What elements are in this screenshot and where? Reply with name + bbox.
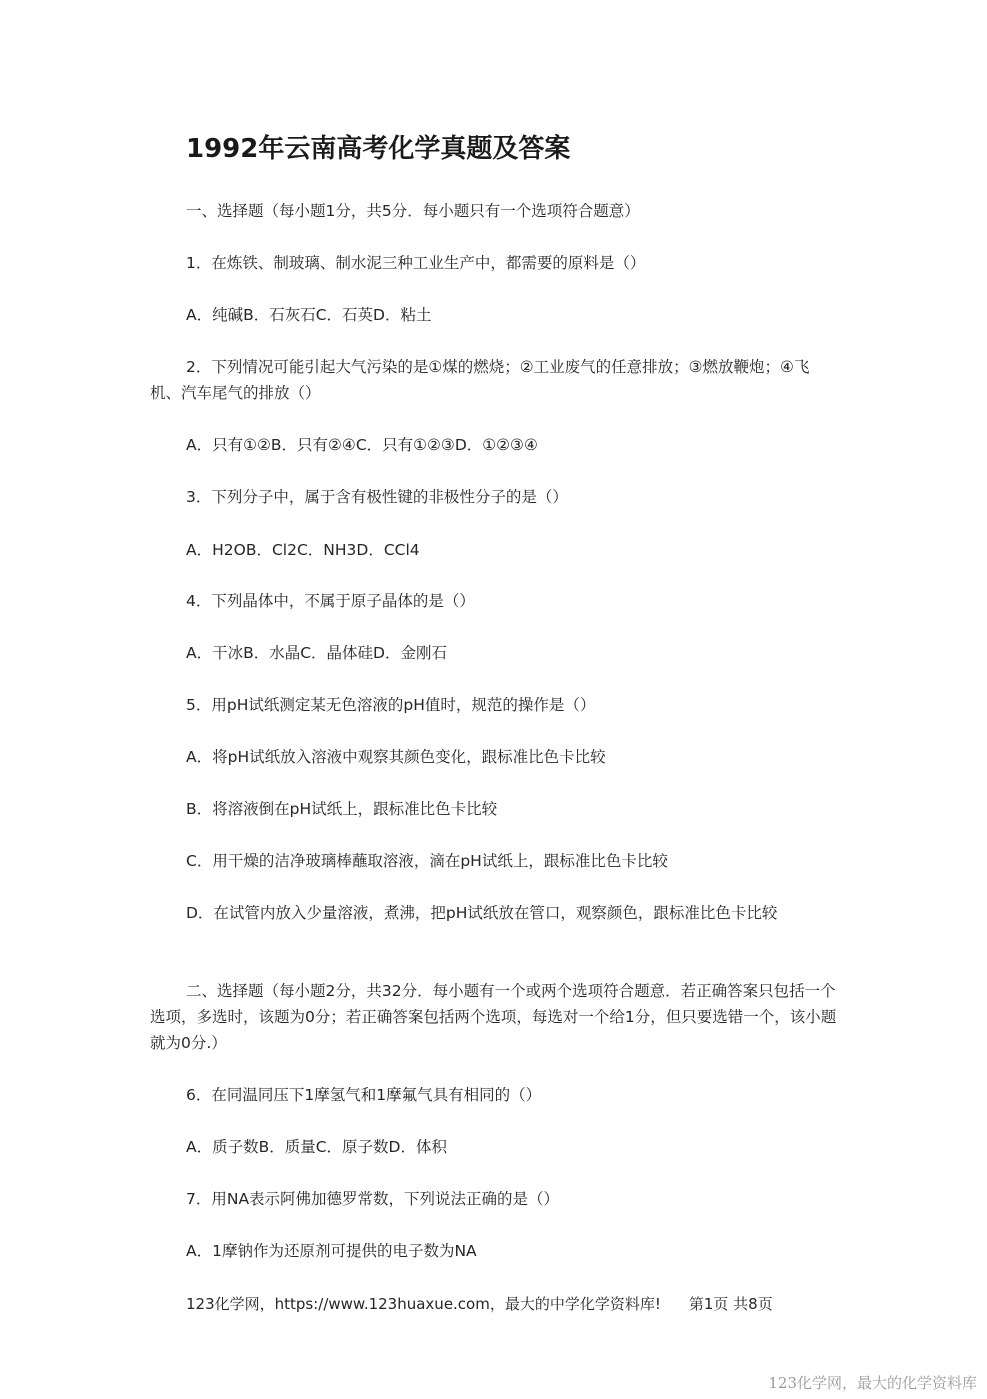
question-3: 3．下列分子中，属于含有极性键的非极性分子的是（） — [186, 488, 568, 506]
question-6-options: A．质子数B．质量C．原子数D．体积 — [186, 1138, 447, 1156]
page-footer — [186, 1293, 773, 1314]
question-2-options: A．只有①②B．只有②④C．只有①②③D．①②③④ — [186, 436, 538, 454]
question-7-option-a: A．1摩钠作为还原剂可提供的电子数为NA — [186, 1242, 477, 1260]
question-4: 4．下列晶体中，不属于原子晶体的是（） — [186, 592, 475, 610]
footer-page-number: 第1页 共8页 — [688, 1295, 773, 1313]
footer-site: 123化学网，https://www.123huaxue.com，最大的中学化学资料库! — [186, 1295, 661, 1313]
section-heading-1: 一、选择题（每小题1分，共5分．每小题只有一个选项符合题意） — [186, 202, 640, 220]
question-2: 2．下列情况可能引起大气污染的是①煤的燃烧；②工业废气的任意排放；③燃放鞭炮；④飞机、汽车尾气的排放（） — [150, 358, 810, 402]
question-5: 5．用pH试纸测定某无色溶液的pH值时，规范的操作是（） — [186, 696, 596, 714]
question-7: 7．用NA表示阿佛加德罗常数，下列说法正确的是（） — [186, 1190, 560, 1208]
question-4-options: A．干冰B．水晶C．晶体硅D．金刚石 — [186, 644, 447, 662]
question-5-option-c: C．用干燥的洁净玻璃棒蘸取溶液，滴在pH试纸上，跟标准比色卡比较 — [186, 852, 668, 870]
question-6: 6．在同温同压下1摩氢气和1摩氟气具有相同的（） — [186, 1086, 542, 1104]
question-3-options: A．H2OB．Cl2C．NH3D．CCl4 — [186, 541, 420, 559]
watermark: 123化学网，最大的化学资料库 — [768, 1374, 977, 1392]
page-title: 1992年云南高考化学真题及答案 — [186, 134, 571, 164]
question-5-option-b: B．将溶液倒在pH试纸上，跟标准比色卡比较 — [186, 800, 498, 818]
question-5-option-d: D．在试管内放入少量溶液，煮沸，把pH试纸放在管口，观察颜色，跟标准比色卡比较 — [186, 904, 778, 922]
question-1: 1．在炼铁、制玻璃、制水泥三种工业生产中，都需要的原料是（） — [186, 254, 646, 272]
question-5-option-a: A．将pH试纸放入溶液中观察其颜色变化，跟标准比色卡比较 — [186, 748, 606, 766]
question-1-options: A．纯碱B．石灰石C．石英D．粘土 — [186, 306, 432, 324]
section-heading-2: 二、选择题（每小题2分，共32分．每小题有一个或两个选项符合题意．若正确答案只包括一个选项，多选时，该题为0分；若正确答案包括两个选项，每选对一个给1分，但只要选错一个，该小题就为0分.） — [150, 982, 837, 1052]
